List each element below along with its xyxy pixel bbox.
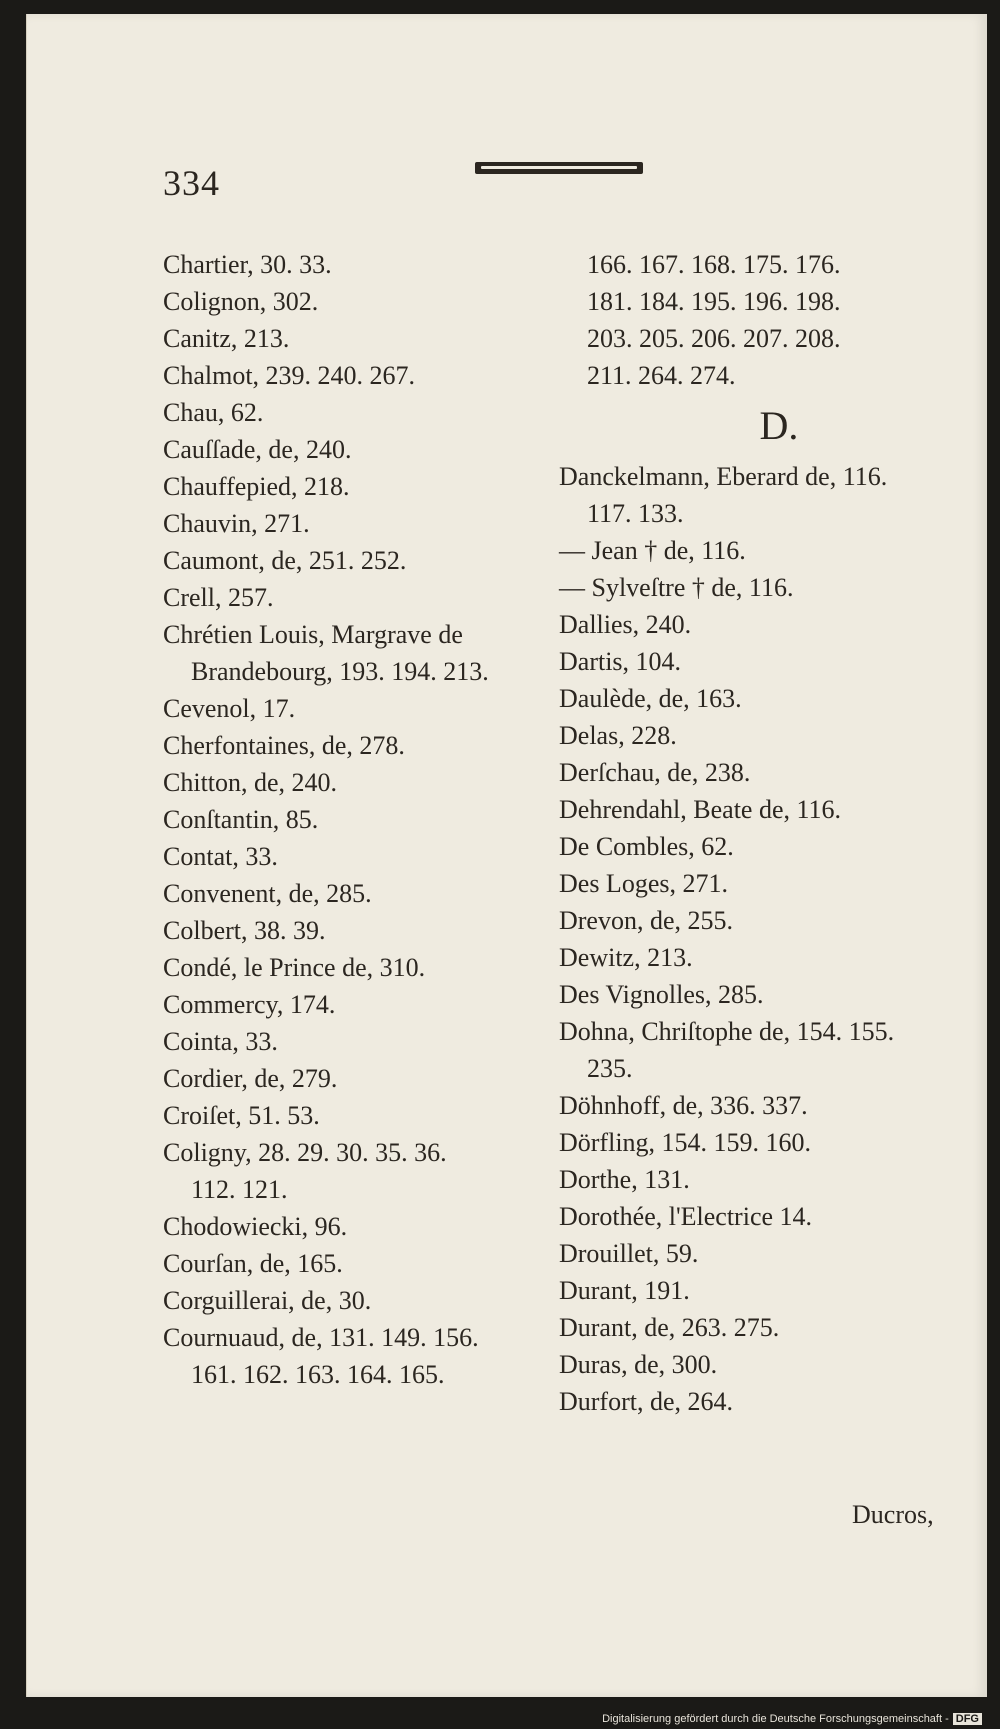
index-entry [559, 1309, 959, 1346]
header-ornament [475, 162, 643, 174]
entry-text: Commercy, 174. [163, 990, 336, 1019]
index-entry [559, 569, 959, 606]
index-entry [559, 1124, 959, 1161]
entry-text: Delas, 228. [559, 721, 677, 750]
index-entry [163, 320, 563, 357]
entry-text: Contat, 33. [163, 842, 278, 871]
index-entry [559, 643, 959, 680]
entry-text: Corguillerai, de, 30. [163, 1286, 372, 1315]
entry-text: Chitton, de, 240. [163, 768, 338, 797]
index-entry [163, 468, 563, 505]
entry-text: Coligny, 28. 29. 30. 35. 36. [163, 1138, 447, 1167]
entry-text: Derſchau, de, 238. [559, 758, 751, 787]
entry-text: Döhnhoff, de, 336. 337. [559, 1091, 808, 1120]
index-entry [559, 754, 959, 791]
entry-text: Croiſet, 51. 53. [163, 1101, 320, 1130]
entry-text: Colignon, 302. [163, 287, 319, 316]
index-entry [559, 1198, 959, 1235]
index-entry [163, 727, 563, 764]
page-number: 334 [163, 163, 220, 203]
entry-text: Convenent, de, 285. [163, 879, 372, 908]
index-entry [163, 1060, 563, 1097]
entry-text: Des Loges, 271. [559, 869, 728, 898]
entry-text: Danckelmann, Eberard de, 116. [559, 462, 888, 491]
index-entry [163, 1208, 563, 1245]
entry-text: Chrétien Louis, Margrave de [163, 620, 463, 649]
index-entry [163, 764, 563, 801]
entry-text: Cauſſade, de, 240. [163, 435, 352, 464]
index-entry [559, 865, 959, 902]
index-entry [163, 357, 563, 394]
index-entry [163, 1097, 563, 1134]
entry-text: 203. 205. 206. 207. 208. [587, 324, 841, 353]
dfg-logo: DFG [953, 1713, 982, 1725]
entry-text: Dorothée, l'Electrice 14. [559, 1202, 813, 1231]
entry-text: Chodowiecki, 96. [163, 1212, 348, 1241]
entry-text: Dartis, 104. [559, 647, 682, 676]
entry-text: — Sylveſtre † de, 116. [559, 573, 794, 602]
entry-text: Cournuaud, de, 131. 149. 156. [163, 1323, 479, 1352]
book-page [26, 14, 987, 1697]
entry-text: Cherfontaines, de, 278. [163, 731, 405, 760]
entry-text: Colbert, 38. 39. [163, 916, 326, 945]
entry-text: Courſan, de, 165. [163, 1249, 343, 1278]
index-entry [559, 606, 959, 643]
index-entry [163, 283, 563, 320]
entry-text: — Jean † de, 116. [559, 536, 746, 565]
index-entry [559, 1383, 959, 1420]
index-entry [559, 1161, 959, 1198]
entry-text: Chalmot, 239. 240. 267. [163, 361, 416, 390]
entry-text: Cointa, 33. [163, 1027, 278, 1056]
entry-text: Canitz, 213. [163, 324, 290, 353]
entry-text: Caumont, de, 251. 252. [163, 546, 407, 575]
entry-continuation: 112. 121. [191, 1175, 288, 1204]
credit-text: Digitalisierung gefördert durch die Deutsche Forschungsgemeinschaft - [602, 1713, 949, 1725]
index-entry [163, 875, 563, 912]
entry-text: Condé, le Prince de, 310. [163, 953, 426, 982]
index-entry [163, 1023, 563, 1060]
index-entry [163, 246, 563, 283]
continued-entries [559, 246, 959, 394]
section-letter: D. [759, 403, 799, 448]
digitization-credit [602, 1713, 982, 1725]
index-entry [559, 717, 959, 754]
entry-text: 181. 184. 195. 196. 198. [587, 287, 841, 316]
entry-text: Drevon, de, 255. [559, 906, 734, 935]
entry-text: Dörfling, 154. 159. 160. [559, 1128, 812, 1157]
entry-continuation: 117. 133. [587, 499, 684, 528]
index-entry [163, 1319, 563, 1393]
index-entry [559, 1087, 959, 1124]
entry-text: Chauffepied, 218. [163, 472, 350, 501]
index-entry [163, 1282, 563, 1319]
entry-text: Daulède, de, 163. [559, 684, 742, 713]
index-entry [163, 912, 563, 949]
entry-text: Cordier, de, 279. [163, 1064, 338, 1093]
entry-text: Chartier, 30. 33. [163, 250, 332, 279]
index-entry [559, 680, 959, 717]
entry-continuation: 161. 162. 163. 164. 165. [191, 1360, 445, 1389]
index-entry [559, 320, 959, 357]
entry-text: Conſtantin, 85. [163, 805, 319, 834]
index-entry [559, 1235, 959, 1272]
index-entry [163, 1134, 563, 1208]
index-entry [559, 357, 959, 394]
entry-text: Dohna, Chriſtophe de, 154. 155. [559, 1017, 895, 1046]
index-column-right [559, 246, 959, 1420]
index-entry [559, 532, 959, 569]
index-entry [559, 283, 959, 320]
entry-text: Dehrendahl, Beate de, 116. [559, 795, 842, 824]
entry-text: De Combles, 62. [559, 832, 734, 861]
section-d-entries [559, 458, 959, 1420]
index-entry [559, 902, 959, 939]
index-entry [163, 542, 563, 579]
entry-text: Dallies, 240. [559, 610, 692, 639]
entry-text: Dewitz, 213. [559, 943, 693, 972]
entry-text: Durfort, de, 264. [559, 1387, 734, 1416]
entry-text: Des Vignolles, 285. [559, 980, 764, 1009]
entry-text: Cevenol, 17. [163, 694, 296, 723]
index-entry [163, 949, 563, 986]
entry-text: Durant, 191. [559, 1276, 690, 1305]
entry-text: 166. 167. 168. 175. 176. [587, 250, 841, 279]
entry-text: Dorthe, 131. [559, 1165, 690, 1194]
index-entry [559, 1013, 959, 1087]
entry-text: Chauvin, 271. [163, 509, 310, 538]
entry-text: Chau, 62. [163, 398, 264, 427]
index-entry [163, 690, 563, 727]
index-column-left [163, 246, 563, 1393]
index-entry [559, 976, 959, 1013]
index-entry [163, 579, 563, 616]
index-entry [559, 1272, 959, 1309]
entry-text: Crell, 257. [163, 583, 274, 612]
entry-text: Drouillet, 59. [559, 1239, 699, 1268]
index-entry [559, 246, 959, 283]
index-entry [163, 1245, 563, 1282]
index-entry [559, 458, 959, 532]
index-entry [559, 791, 959, 828]
index-entry [163, 616, 563, 690]
index-entry [163, 394, 563, 431]
index-entry [559, 1346, 959, 1383]
index-entry [163, 801, 563, 838]
entry-continuation: Brandebourg, 193. 194. 213. [191, 657, 489, 686]
catchword: Ducros, [852, 1500, 934, 1529]
index-entry [163, 838, 563, 875]
index-entry [163, 505, 563, 542]
index-entry [559, 939, 959, 976]
entry-text: 211. 264. 274. [587, 361, 736, 390]
entry-text: Durant, de, 263. 275. [559, 1313, 780, 1342]
entry-continuation: 235. [587, 1054, 633, 1083]
entry-text: Duras, de, 300. [559, 1350, 718, 1379]
index-entry [163, 431, 563, 468]
index-entry [559, 828, 959, 865]
index-entry [163, 986, 563, 1023]
